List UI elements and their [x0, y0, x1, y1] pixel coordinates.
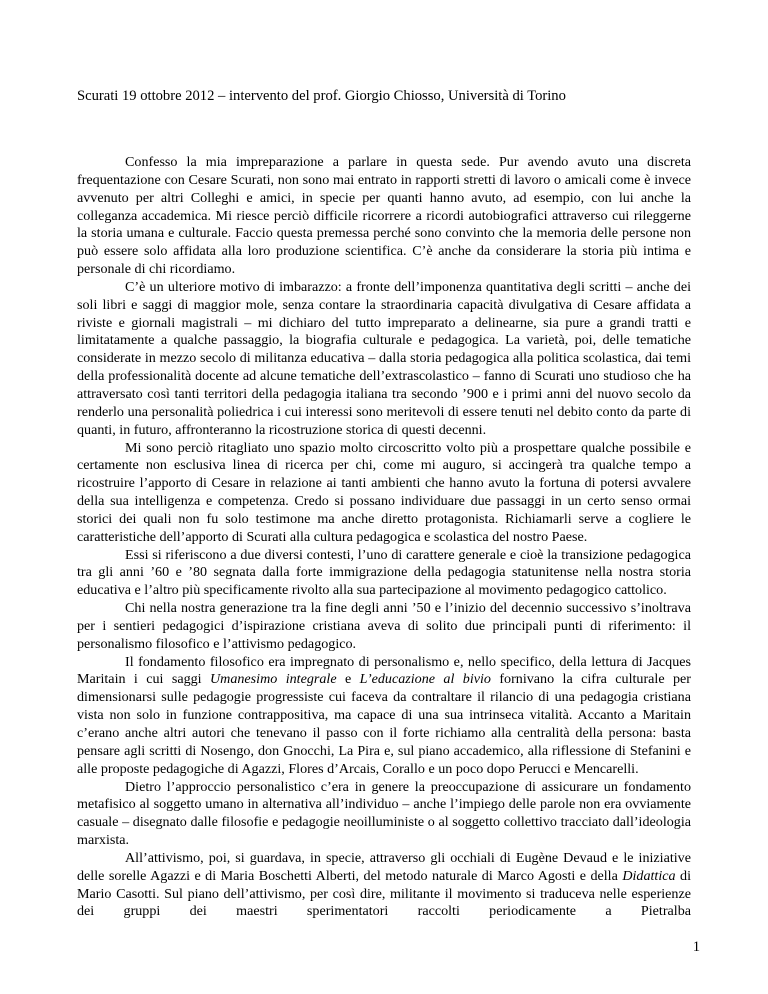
page-number: 1 [692, 939, 700, 955]
text-segment: Il fondamento filosofico era impregnato di personalismo e, nello specifico, della lettura di Jacques Maritain i cui saggi [77, 653, 691, 688]
text-segment: All’attivismo, poi, si guardava, in specie, attraverso gli occhiali di Eugène Devaud e le iniziative delle sorelle Agazzi e di Maria Boschetti Alberti, del metodo naturale di Marco Agosti e della [77, 849, 691, 884]
body-paragraph [77, 779, 691, 850]
book-title: Umanesimo integrale [209, 671, 337, 688]
text-segment: Mi sono perciò ritagliato uno spazio molto circoscritto volto più a prospettare qualche possibile e certamente non esclusiva linea di ricerca per chi, come mi auguro, si accingerà tra qualche tempo a ricostruire l’apporto di Cesare in relazione ai tanti ambienti che hanno avuto la fortuna di potersi avvalere della sua intelligenza e competenza. Credo si possano individuare due passaggi in un certo senso ormai storici dei quali non fu solo testimone ma anche diretto protagonista. Richiamarli serve a cogliere le caratteristiche dell’apporto di Scurati alla cultura pedagogica e scolastica del nostro Paese. [77, 439, 691, 545]
document-body [77, 154, 691, 921]
text-segment: Dietro l’approccio personalistico c’era in genere la preoccupazione di assicurare un fondamento metafisico al soggetto umano in alternativa all’individuo – anche l’impiego delle parole non era ovviamente casuale – disegnato dalle filosofie e pedagogie neoilluministe o al soggetto collettivo tracciato dall’ideologia marxista. [77, 778, 691, 849]
body-paragraph [77, 154, 691, 279]
text-segment: Essi si riferiscono a due diversi contesti, l’uno di carattere generale e cioè la transizione pedagogica tra gli anni ’60 e ’80 segnata dalla forte immigrazione della pedagogia statunitense nella nostra storia educativa e l’altro più specificamente rivolto alla sua partecipazione al movimento pedagogico cattolico. [77, 546, 691, 599]
text-segment: Confesso la mia impreparazione a parlare in questa sede. Pur avendo avuto una discreta frequentazione con Cesare Scurati, non sono mai entrato in rapporti stretti di lavoro o amicali come è invece avvenuto per altri Colleghi e amici, in specie per quanti hanno avuto, ad esempio, con lui anche la colleganza accademica. Mi riesce perciò difficile ricorrere a ricordi autobiografici attraverso cui rileggerne la storia umana e culturale. Faccio questa premessa perché sono convinto che la memoria delle persone non può essere solo affidata alla loro produzione scientifica. C’è anche da considerare la storia più intima e personale di chi ricordiamo. [77, 154, 691, 278]
text-segment: Chi nella nostra generazione tra la fine degli anni ’50 e l’inizio del decennio successivo s’inoltrava per i sentieri pedagogici d’ispirazione cristiana aveva di solito due principali punti di riferimento: il personalismo filosofico e l’attivismo pedagogico. [77, 600, 691, 652]
text-segment: fornivano la cifra culturale per dimensionarsi sulle pedagogie progressiste cui faceva da contraltare il rilancio di una pedagogia cristiana vista non solo in funzione contrappositiva, ma capace di una sua intrinseca vitalità. Accanto a Maritain c’erano anche altri autori che tenevano il passo con il forte richiamo alla centralità della persona: basta pensare agli scritti di Nosengo, don Gnocchi, La Pira e, sul piano accademico, alla riflessione di Stefanini e alle proposte pedagogiche di Agazzi, Flores d’Arcais, Corallo e un poco dopo Perucci e Mencarelli. [77, 671, 691, 777]
text-segment: C’è un ulteriore motivo di imbarazzo: a fronte dell’imponenza quantitativa degli scritti – anche dei soli libri e saggi di maggior mole, senza contare la straordinaria capacità divulgativa di Cesare affidata a riviste e giornali magistrali – mi dichiaro del tutto impreparato a delinearne, sia pure a grandi tratti e limitatamente a qualche passaggio, la biografia culturale e pedagogica. La varietà, poi, delle tematiche considerate in mezzo secolo di militanza educativa – dalla storia pedagogica alla politica scolastica, dai temi della professionalità docente ad alcune tematiche dell’extrascolastico – fanno di Scurati uno studioso che ha attraversato così tanti territori della pedagogia italiana tra secondo ’900 e i primi anni del nuovo secolo da renderlo una personalità poliedrica i cui interessi sono meritevoli di essere tenuti nel debito conto da parte di quanti, in futuro, affronteranno la ricostruzione storica di questi decenni. [77, 278, 691, 438]
body-paragraph [77, 440, 691, 547]
body-paragraph [77, 279, 691, 440]
document-heading: Scurati 19 ottobre 2012 – intervento del prof. Giorgio Chiosso, Università di Torino [77, 88, 566, 104]
body-paragraph [77, 654, 691, 779]
body-paragraph [77, 600, 691, 654]
book-title: Didattica [622, 867, 676, 884]
body-paragraph [77, 850, 691, 921]
book-title: L’educazione al bivio [359, 671, 491, 688]
text-segment: di Mario Casotti. Sul piano dell’attivismo, per così dire, militante il movimento si traduceva nelle esperienze dei gruppi dei maestri sperimentatori raccolti periodicamente a Pietralba [77, 867, 691, 920]
text-segment: e [336, 671, 360, 688]
body-paragraph [77, 547, 691, 601]
